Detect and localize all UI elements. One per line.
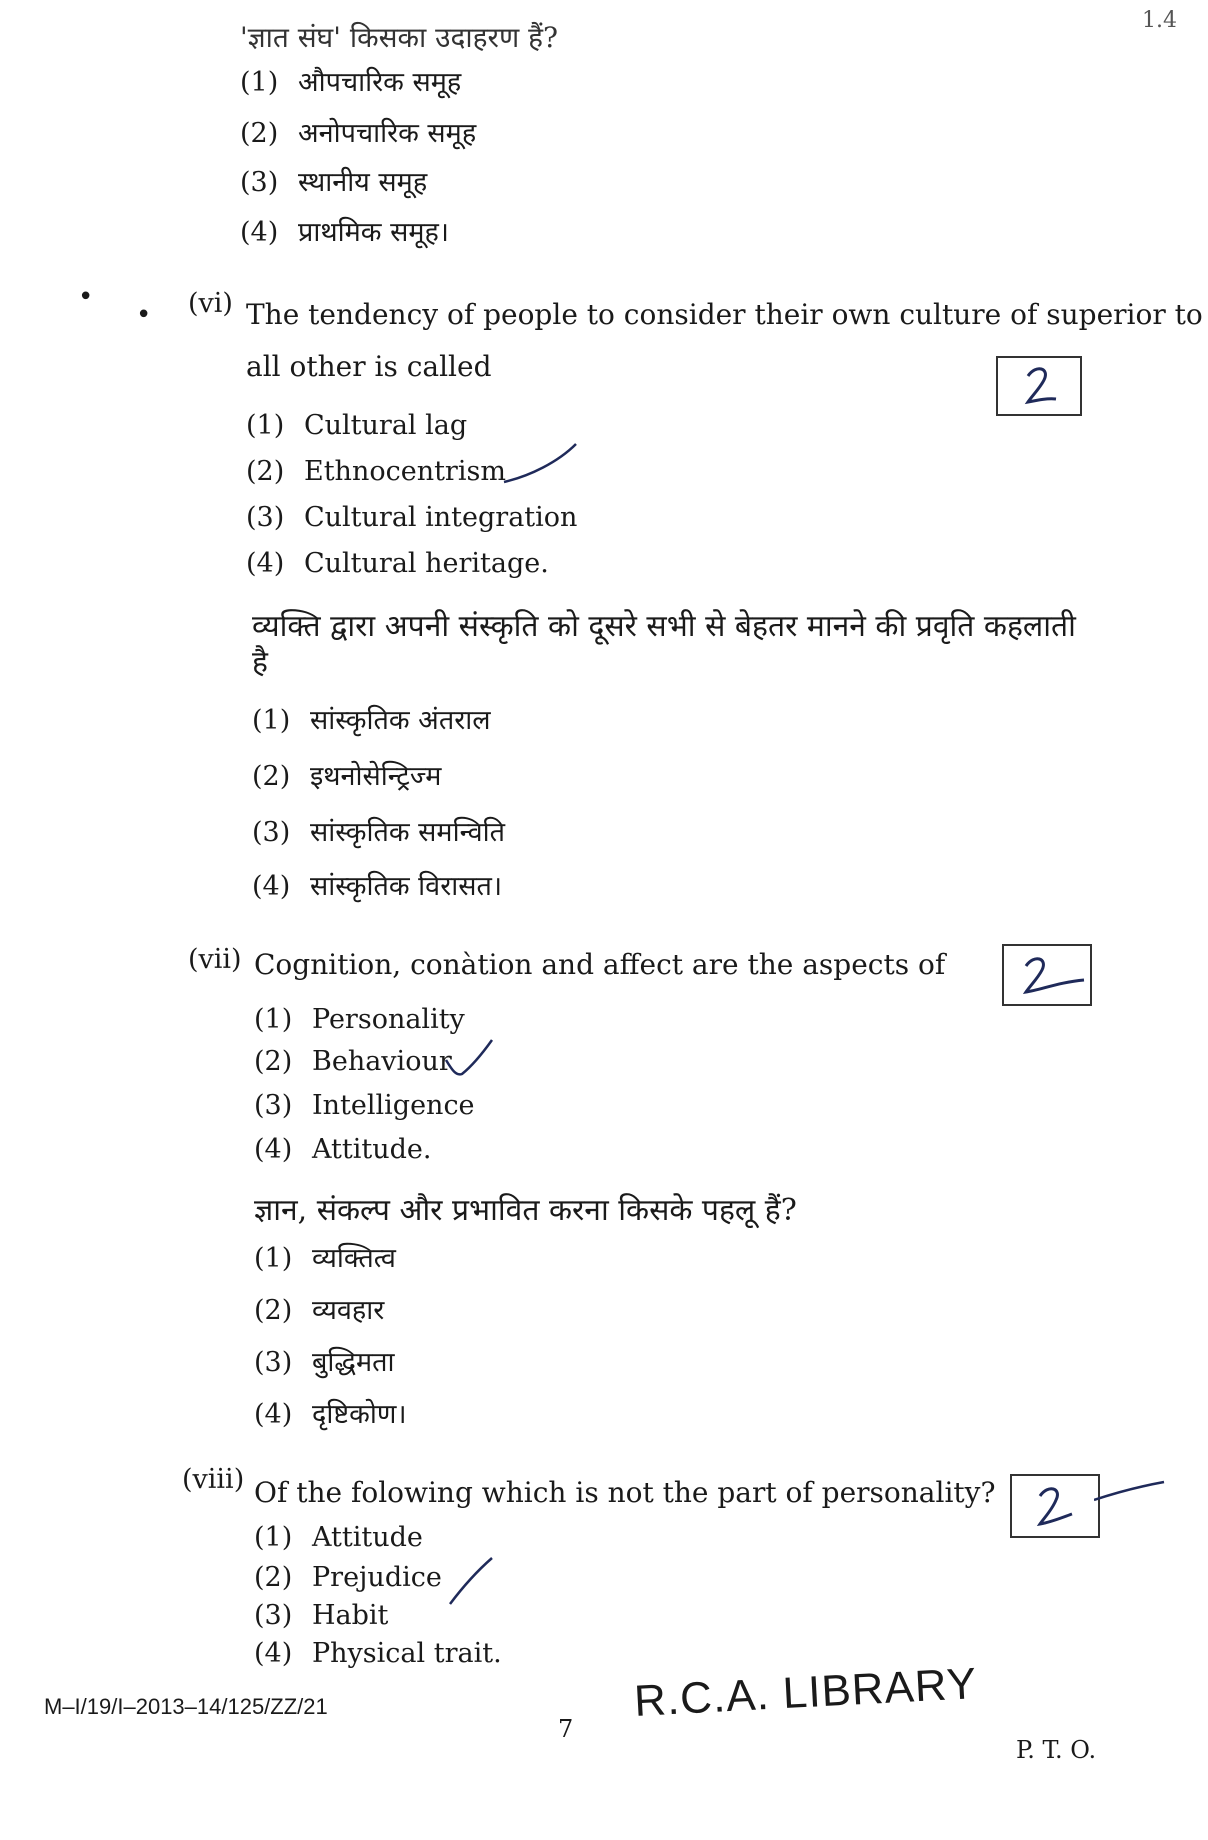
option-2 [246, 456, 506, 487]
top-option-1 [240, 62, 461, 99]
option-num: (1) [240, 67, 279, 98]
option-text: प्राथमिक समूह। [298, 217, 450, 248]
option-num: (2) [254, 1046, 293, 1077]
option-text: औपचारिक समूह [298, 67, 462, 98]
handwritten-mark [1004, 946, 1090, 1004]
option-text: Attitude. [312, 1134, 432, 1165]
handwritten-mark [998, 358, 1080, 414]
handwritten-mark [1012, 1476, 1098, 1536]
option-num: (4) [254, 1134, 293, 1165]
option-1 [254, 1004, 465, 1035]
hindi-question-text: ज्ञान, संकल्प और प्रभावित करना किसके पहलू हैं? [254, 1193, 797, 1228]
option-text: स्थानीय समूह [298, 167, 428, 198]
option-num: (2) [254, 1562, 293, 1593]
option-text: Personality [312, 1004, 465, 1035]
question-text: Cognition, conàtion and affect are the aspects of [254, 948, 946, 981]
option-num: (3) [254, 1090, 293, 1121]
option-text: सांस्कृतिक अंतराल [310, 705, 491, 736]
check-mark-icon [444, 1036, 494, 1080]
option-1 [254, 1522, 423, 1553]
option-num: (1) [246, 410, 285, 441]
option-2 [254, 1046, 452, 1077]
question-number: (vi) [188, 288, 233, 319]
option-num: (4) [240, 217, 279, 248]
option-num: (1) [254, 1004, 293, 1035]
option-num: (2) [240, 118, 279, 149]
option-text: इथनोसेन्ट्रिज्म [310, 761, 442, 792]
option-4 [254, 1134, 431, 1165]
option-num: (2) [254, 1295, 293, 1326]
option-num: (4) [246, 548, 285, 579]
option-text: अनोपचारिक समूह [298, 118, 477, 149]
option-text: Cultural heritage. [304, 548, 549, 579]
option-num: (1) [252, 705, 291, 736]
option-text: सांस्कृतिक समन्विति [310, 817, 506, 848]
option-4 [246, 548, 549, 579]
option-text: Attitude [312, 1522, 423, 1553]
option-text: व्यवहार [312, 1295, 385, 1326]
option-num: (3) [252, 817, 291, 848]
top-question: 'ज्ञात संघ' किसका उदाहरण हैं? [240, 21, 558, 54]
option-text: Prejudice [312, 1562, 442, 1593]
check-mark-icon [448, 1554, 496, 1608]
option-num: (3) [246, 502, 285, 533]
corner-mark: 1.4 [1142, 8, 1177, 33]
hindi-option-4 [254, 1394, 407, 1431]
option-4 [254, 1638, 502, 1669]
hindi-question-text: है [252, 645, 268, 680]
hindi-question-text: व्यक्ति द्वारा अपनी संस्कृति को दूसरे सभी से बेहतर मानने की प्रवृति कहलाती [252, 609, 1076, 644]
option-3 [246, 502, 577, 533]
option-text: Intelligence [312, 1090, 475, 1121]
option-text: Cultural integration [304, 502, 578, 533]
hindi-option-3 [252, 812, 505, 849]
margin-dot: • [78, 282, 94, 312]
hindi-option-2 [252, 756, 441, 793]
option-num: (4) [254, 1399, 293, 1430]
hindi-option-4 [252, 866, 502, 903]
option-text: Physical trait. [312, 1638, 502, 1669]
option-num: (3) [240, 167, 279, 198]
page-number: 7 [558, 1715, 574, 1743]
marks-box [996, 356, 1082, 416]
option-2 [254, 1562, 442, 1593]
margin-dot: • [136, 300, 152, 330]
option-text: Habit [312, 1600, 389, 1631]
question-text: The tendency of people to consider their own culture of superior to [246, 298, 1203, 331]
option-text: सांस्कृतिक विरासत। [310, 871, 503, 902]
option-3 [254, 1600, 388, 1631]
hindi-option-3 [254, 1342, 395, 1379]
option-num: (3) [254, 1600, 293, 1631]
top-option-2 [240, 113, 476, 150]
option-num: (4) [254, 1638, 293, 1669]
option-num: (4) [252, 871, 291, 902]
pen-stroke [1094, 1480, 1166, 1510]
option-text: बुद्धिमता [312, 1347, 395, 1378]
option-text: व्यक्तित्व [312, 1243, 396, 1274]
top-option-3 [240, 162, 427, 199]
option-text: Behaviour [312, 1046, 452, 1077]
pto-label: P. T. O. [1016, 1736, 1097, 1764]
option-3 [254, 1090, 475, 1121]
library-stamp: R.C.A. LIBRARY [632, 1659, 979, 1726]
marks-box [1002, 944, 1092, 1006]
option-text: दृष्टिकोण। [312, 1399, 407, 1430]
option-text: Ethnocentrism [304, 456, 506, 487]
top-option-4 [240, 212, 449, 249]
question-number: (vii) [188, 944, 242, 975]
hindi-option-2 [254, 1290, 384, 1327]
hindi-option-1 [252, 700, 491, 737]
option-num: (2) [252, 761, 291, 792]
question-text: all other is called [246, 350, 492, 383]
paper-code: M–I/19/I–2013–14/125/ZZ/21 [44, 1694, 328, 1719]
option-1 [246, 410, 467, 441]
question-text: Of the folowing which is not the part of personality? [254, 1476, 996, 1509]
option-num: (1) [254, 1522, 293, 1553]
option-num: (1) [254, 1243, 293, 1274]
option-num: (2) [246, 456, 285, 487]
marks-box [1010, 1474, 1100, 1538]
hindi-option-1 [254, 1238, 396, 1275]
question-number: (viii) [182, 1464, 245, 1495]
option-text: Cultural lag [304, 410, 468, 441]
option-num: (3) [254, 1347, 293, 1378]
check-mark-icon [500, 440, 580, 490]
